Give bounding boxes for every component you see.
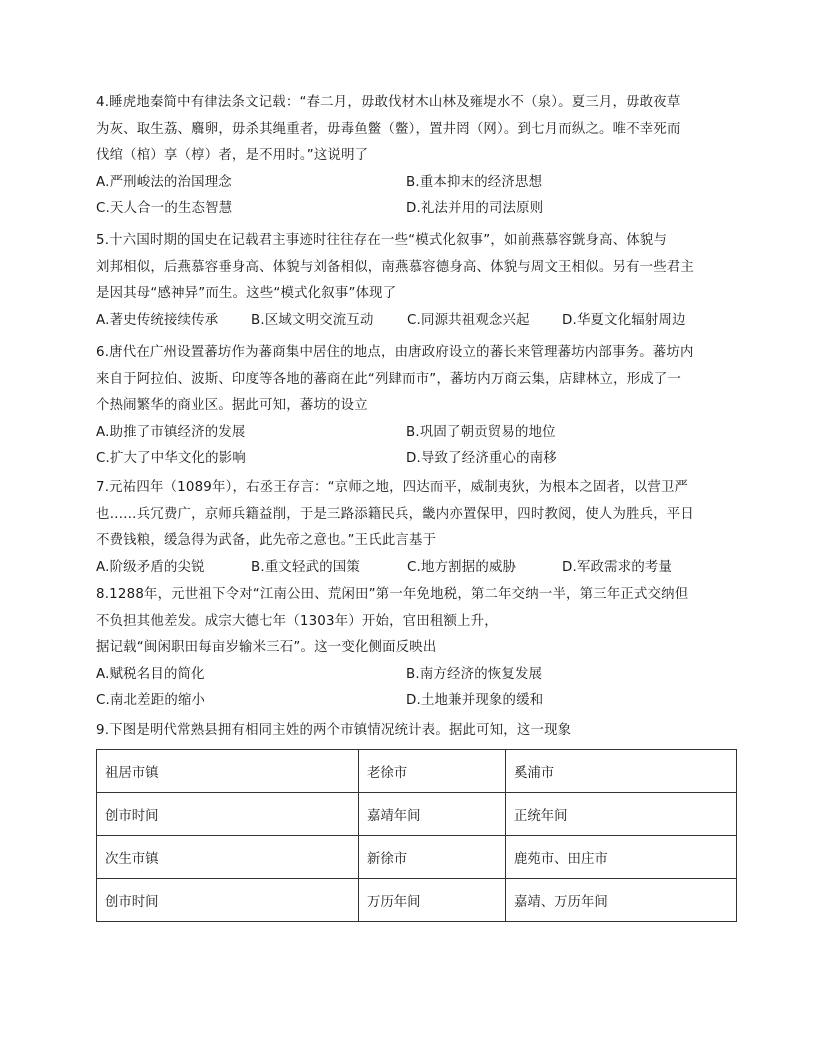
question-4-option-a[interactable]: A.严刑峻法的治国理念: [96, 174, 232, 190]
table-row: [97, 836, 737, 879]
question-7-option-a[interactable]: A.阶级矛盾的尖锐: [96, 559, 205, 575]
question-7-option-d[interactable]: D.军政需求的考量: [562, 559, 673, 575]
question-5-stem-line-1: 5.十六国时期的国史在记载君主事迹时往往存在一些“模式化叙事”，如前燕慕容皝身高、体貌与: [96, 233, 668, 248]
question-5-option-b[interactable]: B.区域文明交流互动: [251, 312, 374, 328]
question-6-stem-line-1: 6.唐代在广州设置蕃坊作为蕃商集中居住的地点，由唐政府设立的蕃长来管理蕃坊内部事务。蕃坊内: [96, 345, 694, 360]
table-cell: 祖居市镇: [97, 750, 359, 793]
table-cell: 鹿苑市、田庄市: [506, 836, 737, 879]
table-cell: 创市时间: [97, 793, 359, 836]
table-cell: 嘉靖年间: [359, 793, 506, 836]
table-cell: 嘉靖、万历年间: [506, 879, 737, 922]
question-6-option-d[interactable]: D.导致了经济重心的南移: [406, 451, 557, 466]
question-7-option-b[interactable]: B.重文轻武的国策: [251, 559, 360, 575]
question-4-option-d[interactable]: D.礼法并用的司法原则: [406, 201, 544, 216]
table-cell: 创市时间: [97, 879, 359, 922]
table-row: [97, 750, 737, 793]
question-4: [96, 90, 736, 223]
question-4-stem-line-2: 为灰、取生荔、麛卵，毋杀其绳重者，毋毒鱼鳖（鳖），置井罔（网）。到七月而纵之。唯不幸死而: [96, 121, 681, 137]
table-row: [97, 793, 737, 836]
question-8-option-b[interactable]: B.南方经济的恢复发展: [406, 666, 543, 682]
question-6-option-c[interactable]: C.扩大了中华文化的影响: [96, 451, 246, 466]
question-5-stem-line-3: 是因其母“感神异”而生。这些“模式化叙事”体现了: [96, 286, 397, 301]
question-8-option-c[interactable]: C.南北差距的缩小: [96, 693, 206, 708]
table-row: [97, 879, 737, 922]
question-7-stem-line-3: 不费钱粮，缓急得为武备，此先帝之意也。”王氏此言基于: [96, 533, 437, 548]
question-9: [96, 718, 736, 745]
question-7-stem-line-2: 也……兵冗费广，京师兵籍益削，于是三路添籍民兵，畿内亦置保甲，四时教阅，使人为胜兵，平日: [96, 506, 694, 522]
question-5-stem-line-2: 刘邦相似，后燕慕容垂身高、体貌与刘备相似，南燕慕容德身高、体貌与周文王相似。另有一些君主: [96, 259, 694, 275]
question-4-option-c[interactable]: C.天人合一的生态智慧: [96, 201, 233, 216]
question-8-stem-line-3: 据记载“闽闲职田每亩岁输米三石”。这一变化侧面反映出: [96, 640, 437, 655]
table-cell: 老徐市: [359, 750, 506, 793]
question-8-option-d[interactable]: D.土地兼并现象的缓和: [406, 693, 544, 708]
table-cell: 万历年间: [359, 879, 506, 922]
question-5: [96, 228, 736, 334]
question-6-option-b[interactable]: B.巩固了朝贡贸易的地位: [406, 424, 556, 440]
question-7-stem-line-1: 7.元祐四年（1089年），右丞王存言：“京师之地，四达而平，威制夷狄，为根本之固者，以营卫严: [96, 480, 689, 495]
question-6-stem-line-2: 来自于阿拉伯、波斯、印度等各地的蕃商在此“列肆而市”，蕃坊内万商云集，店肆林立，形成了一: [96, 371, 682, 387]
question-6-option-a[interactable]: A.助推了市镇经济的发展: [96, 424, 246, 440]
table-cell: 奚浦市: [506, 750, 737, 793]
question-6-options: [96, 420, 736, 473]
table-cell: 新徐市: [359, 836, 506, 879]
question-7-options: [96, 555, 736, 582]
question-8-option-a[interactable]: A.赋税名目的简化: [96, 666, 205, 682]
market-town-table: [96, 749, 737, 922]
table-cell: 正统年间: [506, 793, 737, 836]
question-8-stem-line-1: 8.1288年，元世祖下令对“江南公田、荒闲田”第一年免地税，第二年交纳一半，第三年正式交纳但: [96, 587, 689, 602]
question-7-option-c[interactable]: C.地方割据的威胁: [407, 559, 517, 575]
question-7: [96, 475, 736, 581]
question-4-option-b[interactable]: B.重本抑末的经济思想: [406, 174, 543, 190]
question-4-stem-line-1: 4.睡虎地秦简中有律法条文记载：“春二月，毋敢伐材木山林及雍堤水不（泉）。夏三月，毋敢夜草: [96, 95, 681, 110]
question-9-stem: 9.下图是明代常熟县拥有相同主姓的两个市镇情况统计表。据此可知，这一现象: [96, 723, 572, 738]
table-cell: 次生市镇: [97, 836, 359, 879]
question-8: [96, 582, 736, 715]
question-4-options: [96, 170, 736, 223]
question-8-stem-line-2: 不负担其他差发。成宗大德七年（1303年）开始，官田租额上升，: [96, 613, 498, 629]
question-5-options: [96, 308, 736, 335]
question-5-option-d[interactable]: D.华夏文化辐射周边: [562, 312, 686, 328]
question-8-options: [96, 662, 736, 715]
question-6-stem-line-3: 个热闹繁华的商业区。据此可知，蕃坊的设立: [96, 398, 368, 413]
question-5-option-c[interactable]: C.同源共祖观念兴起: [407, 312, 530, 328]
question-4-stem-line-3: 伐绾（棺）享（椁）者，是不用时。”这说明了: [96, 148, 369, 163]
question-5-option-a[interactable]: A.著史传统接续传承: [96, 312, 219, 328]
question-6: [96, 340, 736, 473]
